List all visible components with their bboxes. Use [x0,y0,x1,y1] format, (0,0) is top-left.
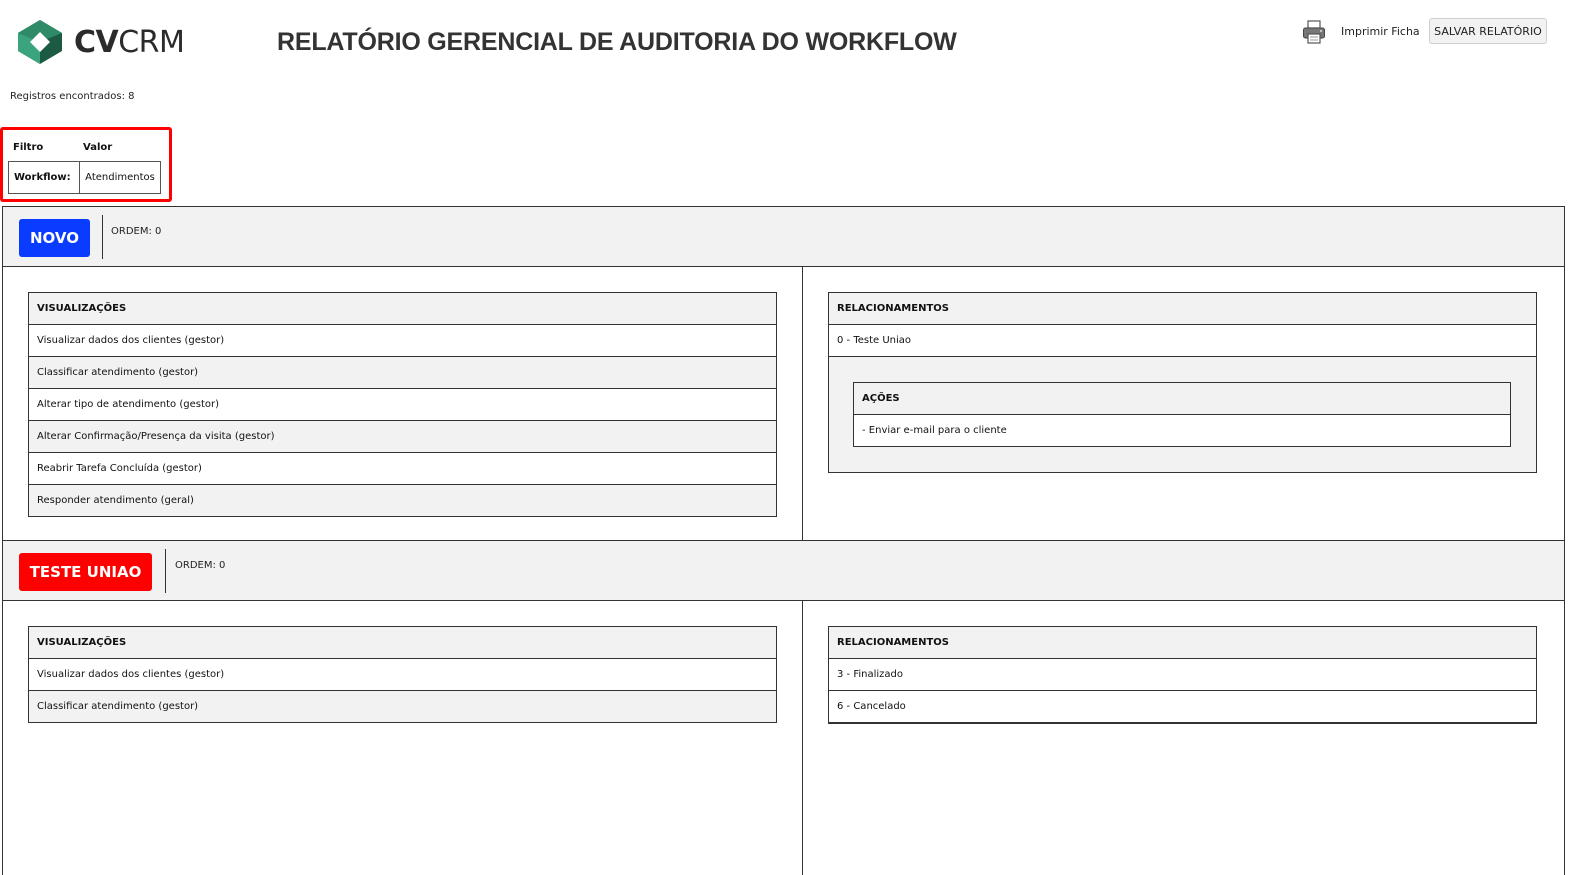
stage-badge-novo: NOVO [19,219,90,257]
header-divider [102,215,103,259]
visualizacoes-header: VISUALIZAÇÕES [29,627,776,659]
page-title: RELATÓRIO GERENCIAL DE AUDITORIA DO WORKFLOW [277,28,957,56]
list-item: 3 - Finalizado [829,659,1536,691]
stage-body [3,267,1564,541]
filter-col-header: Filtro [13,142,44,153]
records-count: Registros encontrados: 8 [10,91,135,102]
column-divider [802,267,803,541]
filter-panel [0,127,172,202]
list-item: 6 - Cancelado [829,691,1536,723]
list-item: Alterar Confirmação/Presença da visita (gestor) [29,421,776,453]
relacionamentos-header: RELACIONAMENTOS [829,293,1536,325]
stage-section-teste-uniao [2,540,1565,875]
value-col-header: Valor [83,142,113,153]
acoes-table [853,382,1511,447]
cvcrm-logo-icon [18,20,62,64]
stage-order: ORDEM: 0 [175,560,226,571]
relationship-details [829,357,1536,472]
filter-row-workflow [8,161,161,194]
list-item: Reabrir Tarefa Concluída (gestor) [29,453,776,485]
visualizacoes-table [28,626,777,723]
list-item: 0 - Teste Uniao [829,325,1536,357]
filter-label: Workflow: [9,162,80,193]
visualizacoes-header: VISUALIZAÇÕES [29,293,776,325]
header-divider [165,549,166,593]
relacionamentos-table [828,292,1537,473]
relacionamentos-header: RELACIONAMENTOS [829,627,1536,659]
list-item: Responder atendimento (geral) [29,485,776,516]
list-item: Classificar atendimento (gestor) [29,691,776,723]
filter-table [8,134,161,194]
stage-body [3,601,1564,875]
stage-order: ORDEM: 0 [111,226,162,237]
stage-badge-teste-uniao: TESTE UNIAO [19,553,152,591]
save-report-button[interactable]: SALVAR RELATÓRIO [1429,18,1547,44]
list-item: Classificar atendimento (gestor) [29,357,776,389]
acoes-header: AÇÕES [854,383,1510,415]
print-link[interactable]: Imprimir Ficha [1341,25,1420,38]
list-item: Visualizar dados dos clientes (gestor) [29,325,776,357]
filter-header-row [8,134,161,161]
logo-wordmark: CVCRM [74,24,185,60]
visualizacoes-table [28,292,777,517]
list-item: - Enviar e-mail para o cliente [854,415,1510,446]
relacionamentos-table [828,626,1537,724]
stage-header [3,541,1564,601]
column-divider [802,601,803,875]
stage-header [3,207,1564,267]
filter-value: Atendimentos [85,172,155,183]
list-item: Alterar tipo de atendimento (gestor) [29,389,776,421]
stage-section-novo [2,206,1565,542]
cvcrm-logo [18,20,184,64]
list-item: Visualizar dados dos clientes (gestor) [29,659,776,691]
printer-icon[interactable] [1302,20,1326,44]
